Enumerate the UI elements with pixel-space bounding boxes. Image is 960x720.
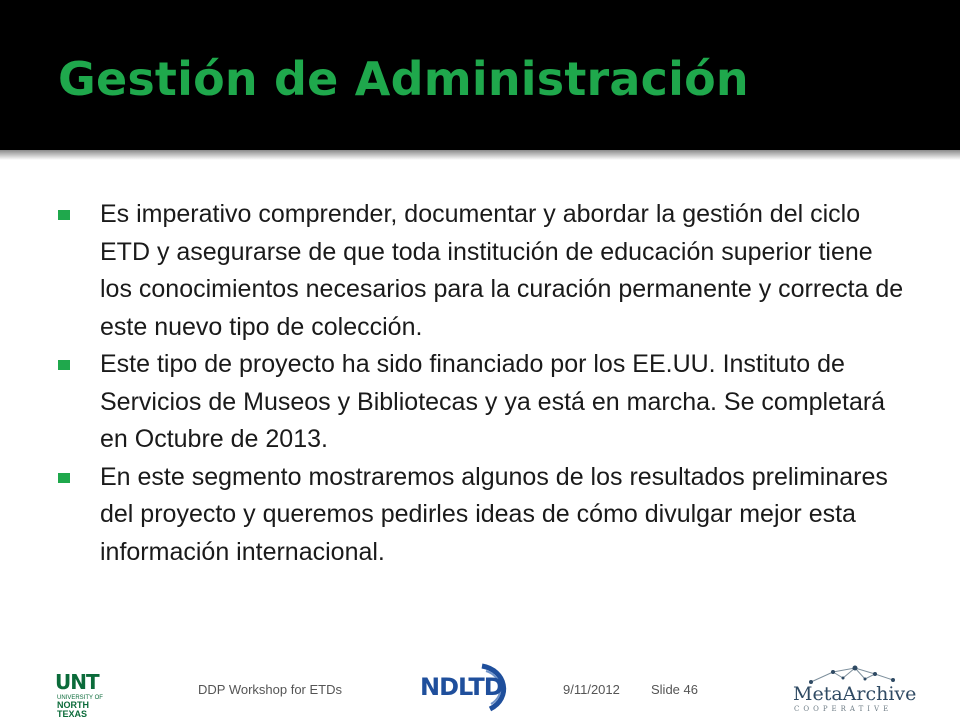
footer-slide-number: Slide 46 xyxy=(651,682,698,697)
bullet-item xyxy=(58,346,908,459)
slide-footer xyxy=(0,650,960,720)
bullet-square-icon xyxy=(58,473,70,483)
unt-logo-line2: NORTH TEXAS xyxy=(57,700,89,719)
metaarchive-logo xyxy=(793,664,917,714)
bullet-square-icon xyxy=(58,210,70,220)
metaarchive-subtitle: COOPERATIVE xyxy=(794,705,893,713)
unt-logo-wordmark: UNT xyxy=(55,670,99,694)
bullet-item xyxy=(58,196,908,346)
unt-logo-subtitle xyxy=(57,695,117,720)
bullet-text: Es imperativo comprender, documentar y abordar la gestión del ciclo ETD y asegurarse de que toda institución de educación superior tiene los conocimientos necesarios para la curación permanente y correcta de este nuevo tipo de colección. xyxy=(100,200,904,341)
bullet-item xyxy=(58,459,908,572)
title-bar xyxy=(0,0,960,150)
slide-title: Gestión de Administración xyxy=(58,52,749,106)
bullet-text: En este segmento mostraremos algunos de los resultados preliminares del proyecto y queremos pedirles ideas de cómo divulgar mejor esta información internacional. xyxy=(100,462,888,566)
bullet-square-icon xyxy=(58,360,70,370)
bullet-list xyxy=(58,196,908,571)
title-divider xyxy=(0,150,960,160)
metaarchive-wordmark: MetaArchive xyxy=(793,683,917,705)
footer-workshop-label: DDP Workshop for ETDs xyxy=(198,682,343,697)
unt-logo-line1: UNIVERSITY OF xyxy=(57,695,103,701)
unt-logo xyxy=(55,670,115,719)
bullet-text: Este tipo de proyecto ha sido financiado por los EE.UU. Instituto de Servicios de Museos y Bibliotecas y ya está en marcha. Se completará en Octubre de 2013. xyxy=(100,350,886,453)
ndltd-wordmark: NDLTD xyxy=(420,673,503,701)
ndltd-logo xyxy=(420,662,512,712)
footer-date: 9/11/2012 xyxy=(563,682,620,697)
